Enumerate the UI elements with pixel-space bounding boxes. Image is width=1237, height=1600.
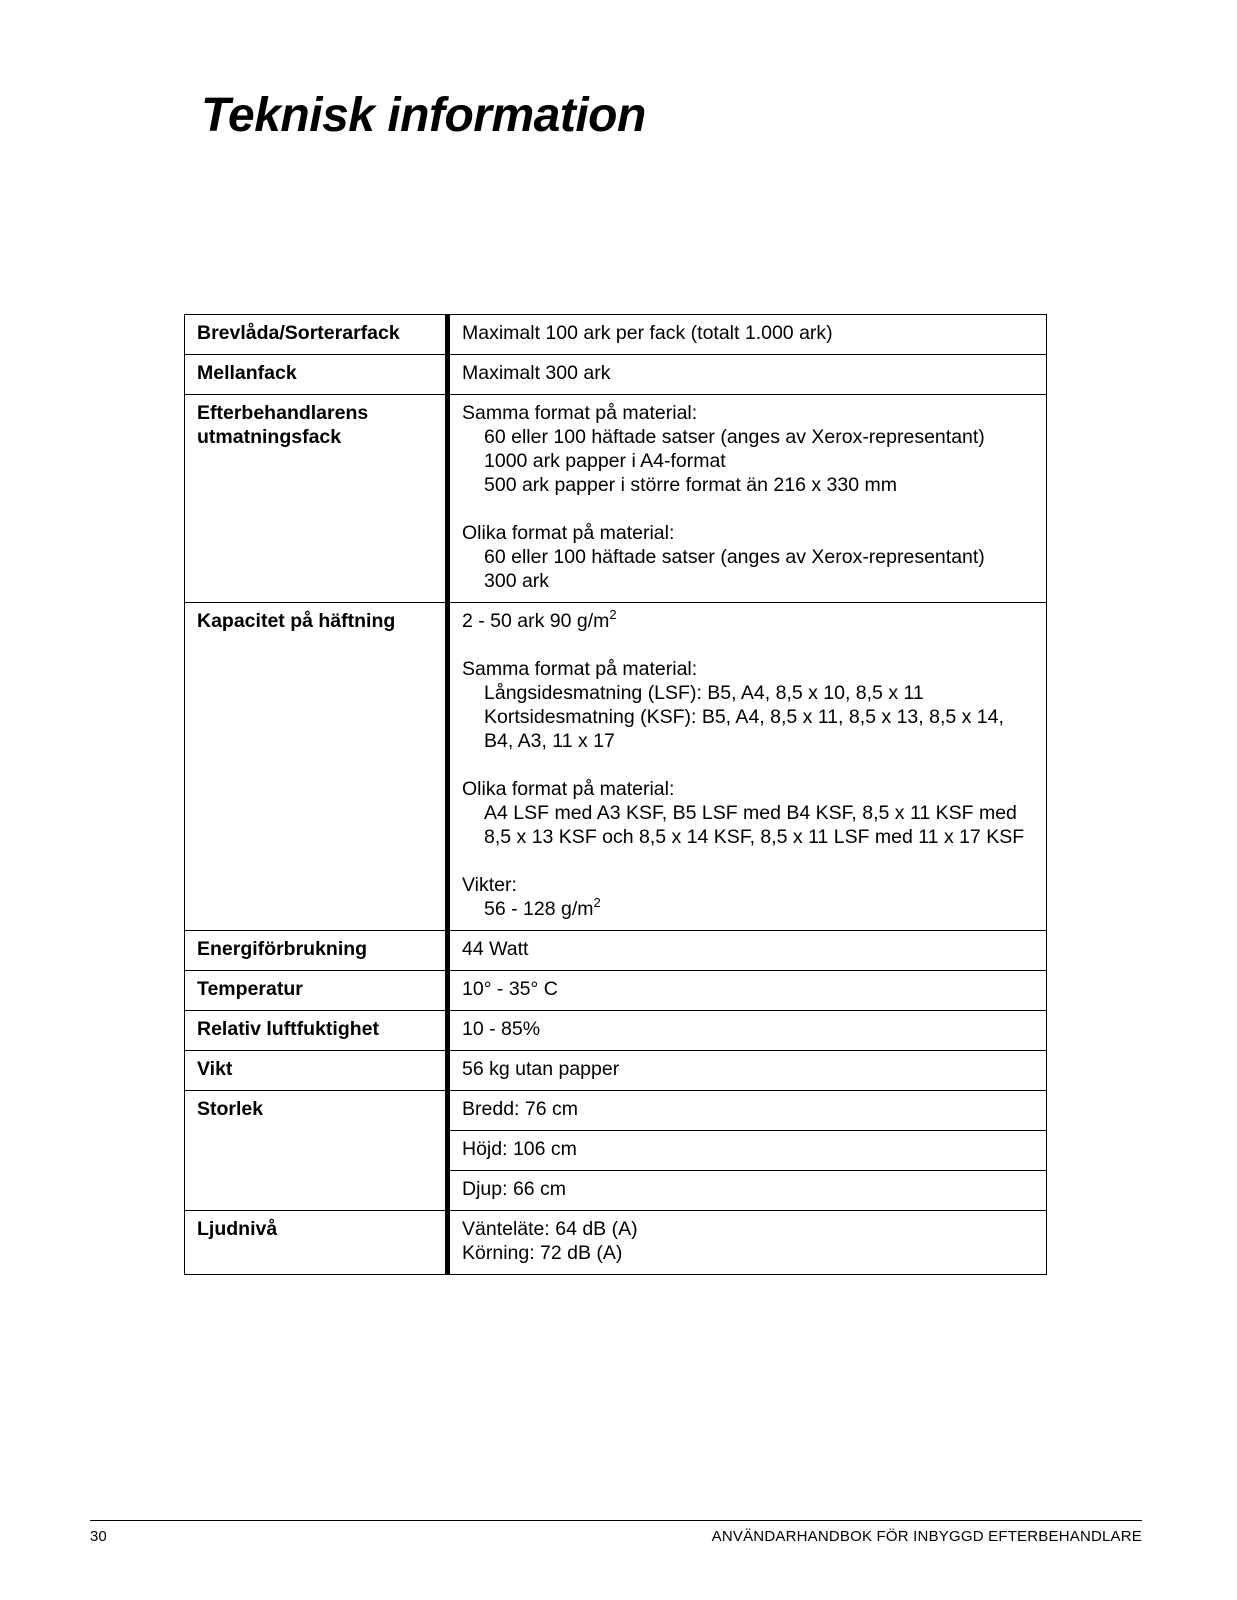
row-label: Vikt bbox=[185, 1051, 448, 1091]
row-value: Höjd: 106 cm bbox=[448, 1131, 1047, 1171]
value-line: Körning: 72 dB (A) bbox=[462, 1242, 623, 1264]
row-value bbox=[448, 395, 1047, 603]
value-block bbox=[462, 401, 1034, 497]
row-value bbox=[448, 1211, 1047, 1275]
table-row bbox=[185, 355, 1047, 395]
value-line: 60 eller 100 häftade satser (anges av Xerox-representant) bbox=[484, 546, 985, 568]
row-value: 10° - 35° C bbox=[448, 971, 1047, 1011]
row-value: Maximalt 300 ark bbox=[448, 355, 1047, 395]
table-row bbox=[185, 971, 1047, 1011]
value-block bbox=[462, 657, 1034, 753]
row-value: Bredd: 76 cm bbox=[448, 1091, 1047, 1131]
table-row bbox=[185, 1051, 1047, 1091]
value-heading: Vikter: bbox=[462, 874, 517, 896]
row-value: Djup: 66 cm bbox=[448, 1171, 1047, 1211]
weight-value: 56 - 128 g/m bbox=[484, 898, 594, 920]
footer-divider bbox=[90, 1520, 1142, 1521]
value-block bbox=[462, 609, 1034, 633]
row-value: Maximalt 100 ark per fack (totalt 1.000 ark) bbox=[448, 315, 1047, 355]
table-row bbox=[185, 1011, 1047, 1051]
page-title: Teknisk information bbox=[201, 89, 646, 142]
row-label: Relativ luftfuktighet bbox=[185, 1011, 448, 1051]
row-value bbox=[448, 603, 1047, 931]
value-line: Kortsidesmatning (KSF): B5, A4, 8,5 x 11, 8,5 x 13, 8,5 x 14, B4, A3, 11 x 17 bbox=[484, 706, 1004, 752]
row-value: 56 kg utan papper bbox=[448, 1051, 1047, 1091]
value-heading: Samma format på material: bbox=[462, 402, 698, 424]
page-number: 30 bbox=[90, 1528, 107, 1545]
specifications-table bbox=[184, 314, 1047, 1275]
row-label: Energiförbrukning bbox=[185, 931, 448, 971]
value-heading: Samma format på material: bbox=[462, 658, 698, 680]
value-line: 1000 ark papper i A4-format bbox=[484, 450, 726, 472]
row-label bbox=[185, 395, 448, 603]
capacity-value: 2 - 50 ark 90 g/m bbox=[462, 610, 610, 632]
table-row bbox=[185, 931, 1047, 971]
table-row bbox=[185, 1211, 1047, 1275]
footer-title: ANVÄNDARHANDBOK FÖR INBYGGD EFTERBEHANDLARE bbox=[711, 1528, 1142, 1545]
value-line: Långsidesmatning (LSF): B5, A4, 8,5 x 10, 8,5 x 11 bbox=[484, 682, 924, 704]
value-line: Vänteläte: 64 dB (A) bbox=[462, 1218, 638, 1240]
row-label: Kapacitet på häftning bbox=[185, 603, 448, 931]
row-label: Brevlåda/Sorterarfack bbox=[185, 315, 448, 355]
value-heading: Olika format på material: bbox=[462, 778, 675, 800]
value-heading: Olika format på material: bbox=[462, 522, 675, 544]
table-row bbox=[185, 315, 1047, 355]
superscript: 2 bbox=[609, 607, 617, 622]
value-line: A4 LSF med A3 KSF, B5 LSF med B4 KSF, 8,5 x 11 KSF med 8,5 x 13 KSF och 8,5 x 14 KSF, 8,5 x 11 LSF med 11 x 17 KSF bbox=[484, 802, 1025, 848]
row-value: 44 Watt bbox=[448, 931, 1047, 971]
row-label-line: utmatningsfack bbox=[197, 426, 342, 448]
value-line: 300 ark bbox=[484, 570, 550, 592]
row-label-line: Efterbehandlarens bbox=[197, 402, 369, 424]
table-row bbox=[185, 603, 1047, 931]
row-label: Storlek bbox=[185, 1091, 448, 1211]
value-line bbox=[462, 897, 1034, 921]
row-label: Temperatur bbox=[185, 971, 448, 1011]
table-row bbox=[185, 395, 1047, 603]
superscript: 2 bbox=[593, 895, 601, 910]
row-label: Ljudnivå bbox=[185, 1211, 448, 1275]
value-block bbox=[462, 521, 1034, 593]
value-line: 500 ark papper i större format än 216 x 330 mm bbox=[484, 474, 897, 496]
value-block bbox=[462, 777, 1034, 849]
table-row bbox=[185, 1091, 1047, 1131]
row-value: 10 - 85% bbox=[448, 1011, 1047, 1051]
row-label: Mellanfack bbox=[185, 355, 448, 395]
value-block bbox=[462, 873, 1034, 921]
value-line: 60 eller 100 häftade satser (anges av Xerox-representant) bbox=[484, 426, 985, 448]
